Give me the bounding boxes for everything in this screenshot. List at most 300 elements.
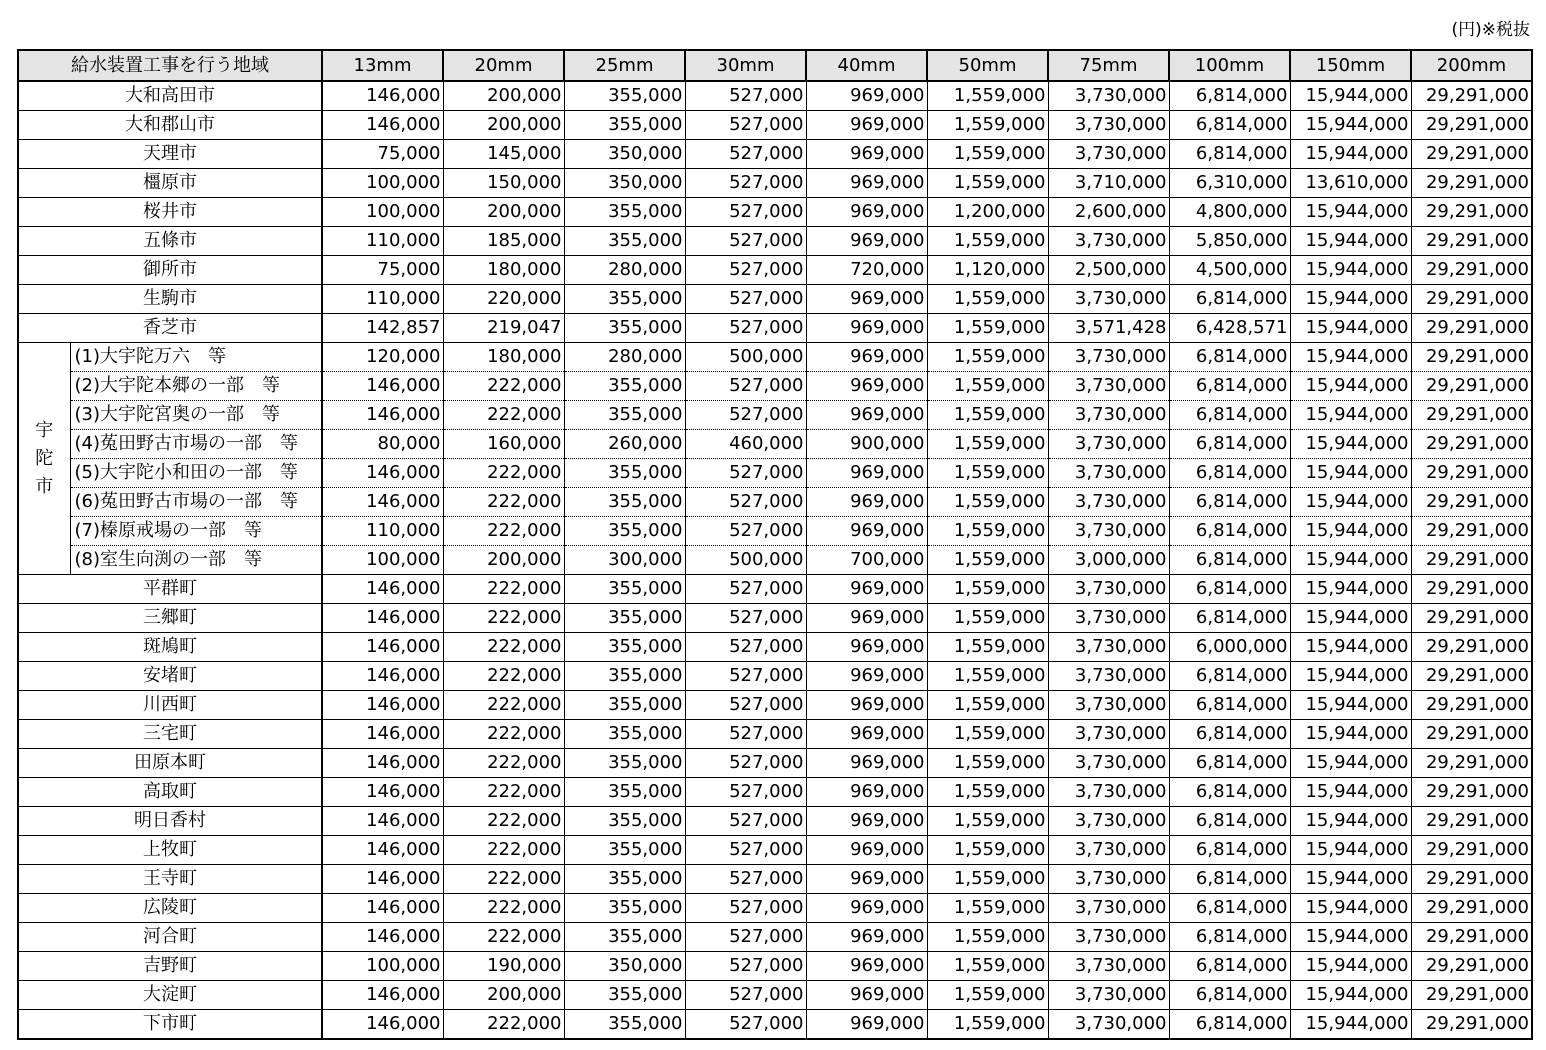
fee-cell: 6,814,000 [1169, 749, 1290, 778]
table-row [18, 836, 1532, 865]
fee-cell: 15,944,000 [1290, 401, 1411, 430]
header-size-150mm: 150mm [1290, 50, 1411, 81]
fee-cell: 3,730,000 [1048, 140, 1169, 169]
fee-cell: 1,559,000 [927, 372, 1048, 401]
fee-cell: 146,000 [322, 807, 443, 836]
fee-cell: 6,814,000 [1169, 140, 1290, 169]
sub-area-name: (5)大宇陀小和田の一部 等 [70, 459, 322, 488]
fee-cell: 3,730,000 [1048, 111, 1169, 140]
fee-cell: 969,000 [806, 1010, 927, 1040]
fee-cell: 29,291,000 [1411, 459, 1532, 488]
fee-cell: 6,814,000 [1169, 401, 1290, 430]
fee-cell: 355,000 [564, 604, 685, 633]
fee-cell: 969,000 [806, 778, 927, 807]
fee-cell: 100,000 [322, 198, 443, 227]
table-row [18, 633, 1532, 662]
fee-cell: 3,730,000 [1048, 865, 1169, 894]
fee-cell: 100,000 [322, 546, 443, 575]
fee-table-body [18, 81, 1532, 1039]
fee-cell: 3,730,000 [1048, 981, 1169, 1010]
fee-cell: 29,291,000 [1411, 981, 1532, 1010]
fee-cell: 200,000 [443, 198, 564, 227]
fee-cell: 1,559,000 [927, 981, 1048, 1010]
fee-cell: 2,500,000 [1048, 256, 1169, 285]
fee-cell: 527,000 [685, 865, 806, 894]
group-label-char: 陀 [35, 447, 54, 469]
fee-cell: 720,000 [806, 256, 927, 285]
fee-cell: 29,291,000 [1411, 604, 1532, 633]
fee-cell: 1,120,000 [927, 256, 1048, 285]
fee-cell: 6,814,000 [1169, 691, 1290, 720]
fee-cell: 3,730,000 [1048, 923, 1169, 952]
fee-cell: 1,559,000 [927, 749, 1048, 778]
fee-cell: 200,000 [443, 546, 564, 575]
area-name: 天理市 [18, 140, 322, 169]
fee-cell: 146,000 [322, 720, 443, 749]
fee-cell: 6,000,000 [1169, 633, 1290, 662]
fee-cell: 355,000 [564, 633, 685, 662]
fee-cell: 969,000 [806, 836, 927, 865]
fee-cell: 527,000 [685, 749, 806, 778]
fee-table [17, 49, 1533, 1040]
fee-cell: 29,291,000 [1411, 865, 1532, 894]
area-name: 広陵町 [18, 894, 322, 923]
fee-cell: 185,000 [443, 227, 564, 256]
fee-cell: 1,200,000 [927, 198, 1048, 227]
fee-cell: 15,944,000 [1290, 923, 1411, 952]
fee-cell: 3,730,000 [1048, 604, 1169, 633]
area-name: 吉野町 [18, 952, 322, 981]
fee-cell: 146,000 [322, 923, 443, 952]
fee-cell: 3,730,000 [1048, 662, 1169, 691]
area-name: 王寺町 [18, 865, 322, 894]
fee-cell: 146,000 [322, 459, 443, 488]
fee-cell: 527,000 [685, 198, 806, 227]
area-name: 大和高田市 [18, 81, 322, 111]
fee-cell: 1,559,000 [927, 778, 1048, 807]
fee-cell: 222,000 [443, 401, 564, 430]
fee-cell: 110,000 [322, 517, 443, 546]
table-row [18, 981, 1532, 1010]
fee-cell: 15,944,000 [1290, 778, 1411, 807]
fee-cell: 969,000 [806, 952, 927, 981]
fee-cell: 355,000 [564, 749, 685, 778]
fee-cell: 150,000 [443, 169, 564, 198]
fee-cell: 146,000 [322, 691, 443, 720]
area-name: 明日香村 [18, 807, 322, 836]
fee-cell: 969,000 [806, 981, 927, 1010]
header-size-40mm: 40mm [806, 50, 927, 81]
header-size-25mm: 25mm [564, 50, 685, 81]
table-row [18, 691, 1532, 720]
fee-cell: 3,730,000 [1048, 633, 1169, 662]
fee-cell: 110,000 [322, 227, 443, 256]
fee-cell: 15,944,000 [1290, 488, 1411, 517]
fee-cell: 15,944,000 [1290, 372, 1411, 401]
fee-cell: 969,000 [806, 169, 927, 198]
area-name: 三宅町 [18, 720, 322, 749]
fee-cell: 146,000 [322, 778, 443, 807]
fee-cell: 3,571,428 [1048, 314, 1169, 343]
fee-cell: 527,000 [685, 81, 806, 111]
fee-cell: 1,559,000 [927, 952, 1048, 981]
header-size-100mm: 100mm [1169, 50, 1290, 81]
sub-area-name: (2)大宇陀本郷の一部 等 [70, 372, 322, 401]
fee-cell: 3,730,000 [1048, 720, 1169, 749]
area-name: 五條市 [18, 227, 322, 256]
fee-cell: 355,000 [564, 517, 685, 546]
fee-cell: 100,000 [322, 169, 443, 198]
fee-cell: 969,000 [806, 604, 927, 633]
header-area: 給水装置工事を行う地域 [18, 50, 322, 81]
fee-cell: 29,291,000 [1411, 517, 1532, 546]
area-name: 御所市 [18, 256, 322, 285]
fee-cell: 222,000 [443, 575, 564, 604]
fee-cell: 1,559,000 [927, 285, 1048, 314]
sub-area-name: (3)大宇陀宮奥の一部 等 [70, 401, 322, 430]
fee-cell: 15,944,000 [1290, 720, 1411, 749]
fee-cell: 1,559,000 [927, 81, 1048, 111]
fee-cell: 29,291,000 [1411, 401, 1532, 430]
fee-cell: 527,000 [685, 140, 806, 169]
fee-cell: 3,730,000 [1048, 778, 1169, 807]
fee-cell: 29,291,000 [1411, 662, 1532, 691]
fee-cell: 6,814,000 [1169, 604, 1290, 633]
fee-cell: 110,000 [322, 285, 443, 314]
fee-cell: 1,559,000 [927, 923, 1048, 952]
fee-cell: 527,000 [685, 575, 806, 604]
fee-cell: 29,291,000 [1411, 140, 1532, 169]
fee-cell: 6,310,000 [1169, 169, 1290, 198]
table-row [18, 720, 1532, 749]
fee-cell: 146,000 [322, 1010, 443, 1040]
table-row [18, 459, 1532, 488]
fee-cell: 29,291,000 [1411, 836, 1532, 865]
fee-cell: 1,559,000 [927, 633, 1048, 662]
fee-cell: 355,000 [564, 836, 685, 865]
fee-cell: 145,000 [443, 140, 564, 169]
fee-cell: 222,000 [443, 836, 564, 865]
table-row [18, 488, 1532, 517]
fee-cell: 969,000 [806, 140, 927, 169]
fee-cell: 355,000 [564, 720, 685, 749]
fee-cell: 280,000 [564, 256, 685, 285]
fee-cell: 460,000 [685, 430, 806, 459]
fee-cell: 969,000 [806, 894, 927, 923]
fee-cell: 146,000 [322, 662, 443, 691]
fee-cell: 4,800,000 [1169, 198, 1290, 227]
fee-cell: 3,730,000 [1048, 459, 1169, 488]
fee-cell: 15,944,000 [1290, 575, 1411, 604]
fee-cell: 146,000 [322, 401, 443, 430]
fee-cell: 355,000 [564, 1010, 685, 1040]
fee-cell: 29,291,000 [1411, 778, 1532, 807]
area-name: 上牧町 [18, 836, 322, 865]
fee-cell: 15,944,000 [1290, 894, 1411, 923]
table-row [18, 923, 1532, 952]
table-row [18, 662, 1532, 691]
fee-cell: 355,000 [564, 227, 685, 256]
fee-cell: 3,730,000 [1048, 691, 1169, 720]
fee-cell: 146,000 [322, 81, 443, 111]
table-row [18, 372, 1532, 401]
fee-cell: 146,000 [322, 865, 443, 894]
fee-cell: 100,000 [322, 952, 443, 981]
fee-cell: 969,000 [806, 807, 927, 836]
fee-cell: 146,000 [322, 633, 443, 662]
fee-cell: 355,000 [564, 401, 685, 430]
fee-cell: 6,814,000 [1169, 111, 1290, 140]
fee-cell: 29,291,000 [1411, 111, 1532, 140]
fee-cell: 75,000 [322, 256, 443, 285]
fee-cell: 29,291,000 [1411, 546, 1532, 575]
fee-cell: 527,000 [685, 372, 806, 401]
area-name: 大淀町 [18, 981, 322, 1010]
fee-cell: 355,000 [564, 865, 685, 894]
fee-cell: 29,291,000 [1411, 749, 1532, 778]
fee-cell: 3,730,000 [1048, 517, 1169, 546]
fee-cell: 15,944,000 [1290, 836, 1411, 865]
fee-cell: 355,000 [564, 981, 685, 1010]
fee-cell: 15,944,000 [1290, 691, 1411, 720]
fee-cell: 527,000 [685, 894, 806, 923]
fee-cell: 350,000 [564, 140, 685, 169]
fee-cell: 6,814,000 [1169, 81, 1290, 111]
fee-cell: 6,814,000 [1169, 430, 1290, 459]
fee-cell: 222,000 [443, 778, 564, 807]
area-name: 斑鳩町 [18, 633, 322, 662]
area-name: 下市町 [18, 1010, 322, 1040]
fee-cell: 29,291,000 [1411, 807, 1532, 836]
fee-cell: 969,000 [806, 285, 927, 314]
area-name: 川西町 [18, 691, 322, 720]
fee-cell: 6,814,000 [1169, 372, 1290, 401]
fee-cell: 15,944,000 [1290, 198, 1411, 227]
fee-cell: 527,000 [685, 952, 806, 981]
fee-cell: 146,000 [322, 575, 443, 604]
fee-cell: 160,000 [443, 430, 564, 459]
fee-cell: 6,428,571 [1169, 314, 1290, 343]
fee-cell: 355,000 [564, 111, 685, 140]
fee-cell: 969,000 [806, 343, 927, 372]
fee-cell: 355,000 [564, 285, 685, 314]
group-label-char: 宇 [35, 419, 54, 441]
fee-cell: 29,291,000 [1411, 198, 1532, 227]
fee-cell: 355,000 [564, 778, 685, 807]
fee-cell: 527,000 [685, 401, 806, 430]
fee-cell: 527,000 [685, 604, 806, 633]
fee-cell: 527,000 [685, 1010, 806, 1040]
fee-cell: 527,000 [685, 778, 806, 807]
unit-note: (円)※税抜 [1451, 20, 1530, 40]
fee-cell: 6,814,000 [1169, 923, 1290, 952]
fee-cell: 1,559,000 [927, 169, 1048, 198]
area-name: 生駒市 [18, 285, 322, 314]
fee-cell: 222,000 [443, 459, 564, 488]
fee-cell: 260,000 [564, 430, 685, 459]
fee-cell: 969,000 [806, 198, 927, 227]
fee-cell: 1,559,000 [927, 807, 1048, 836]
fee-cell: 15,944,000 [1290, 430, 1411, 459]
fee-cell: 222,000 [443, 691, 564, 720]
area-name: 三郷町 [18, 604, 322, 633]
fee-cell: 1,559,000 [927, 459, 1048, 488]
fee-cell: 355,000 [564, 372, 685, 401]
fee-cell: 200,000 [443, 111, 564, 140]
fee-cell: 29,291,000 [1411, 285, 1532, 314]
fee-cell: 6,814,000 [1169, 546, 1290, 575]
fee-cell: 6,814,000 [1169, 343, 1290, 372]
fee-cell: 1,559,000 [927, 604, 1048, 633]
area-name: 田原本町 [18, 749, 322, 778]
fee-cell: 969,000 [806, 111, 927, 140]
fee-cell: 1,559,000 [927, 227, 1048, 256]
fee-cell: 146,000 [322, 488, 443, 517]
fee-cell: 969,000 [806, 227, 927, 256]
fee-cell: 3,730,000 [1048, 227, 1169, 256]
fee-cell: 300,000 [564, 546, 685, 575]
fee-cell: 500,000 [685, 546, 806, 575]
fee-cell: 29,291,000 [1411, 343, 1532, 372]
group-label-char: 市 [35, 475, 54, 497]
table-row [18, 778, 1532, 807]
fee-cell: 527,000 [685, 314, 806, 343]
table-row [18, 343, 1532, 372]
table-row [18, 81, 1532, 111]
sub-area-name: (8)室生向渕の一部 等 [70, 546, 322, 575]
fee-cell: 527,000 [685, 459, 806, 488]
fee-cell: 280,000 [564, 343, 685, 372]
fee-cell: 29,291,000 [1411, 227, 1532, 256]
fee-cell: 222,000 [443, 807, 564, 836]
fee-cell: 900,000 [806, 430, 927, 459]
fee-cell: 1,559,000 [927, 575, 1048, 604]
header-size-75mm: 75mm [1048, 50, 1169, 81]
fee-cell: 700,000 [806, 546, 927, 575]
fee-cell: 29,291,000 [1411, 488, 1532, 517]
fee-cell: 2,600,000 [1048, 198, 1169, 227]
fee-cell: 1,559,000 [927, 430, 1048, 459]
fee-cell: 6,814,000 [1169, 459, 1290, 488]
fee-cell: 15,944,000 [1290, 314, 1411, 343]
fee-cell: 180,000 [443, 343, 564, 372]
fee-cell: 527,000 [685, 662, 806, 691]
fee-cell: 355,000 [564, 894, 685, 923]
fee-cell: 3,730,000 [1048, 807, 1169, 836]
fee-cell: 969,000 [806, 459, 927, 488]
fee-cell: 15,944,000 [1290, 517, 1411, 546]
fee-cell: 1,559,000 [927, 488, 1048, 517]
fee-cell: 120,000 [322, 343, 443, 372]
fee-cell: 15,944,000 [1290, 865, 1411, 894]
fee-cell: 355,000 [564, 198, 685, 227]
fee-cell: 222,000 [443, 517, 564, 546]
fee-cell: 29,291,000 [1411, 314, 1532, 343]
table-row [18, 285, 1532, 314]
fee-cell: 15,944,000 [1290, 981, 1411, 1010]
fee-cell: 3,730,000 [1048, 894, 1169, 923]
fee-cell: 1,559,000 [927, 836, 1048, 865]
fee-cell: 15,944,000 [1290, 604, 1411, 633]
fee-cell: 6,814,000 [1169, 836, 1290, 865]
fee-cell: 15,944,000 [1290, 1010, 1411, 1040]
fee-cell: 6,814,000 [1169, 285, 1290, 314]
fee-cell: 222,000 [443, 865, 564, 894]
fee-cell: 969,000 [806, 488, 927, 517]
fee-cell: 355,000 [564, 575, 685, 604]
fee-cell: 969,000 [806, 314, 927, 343]
fee-cell: 1,559,000 [927, 1010, 1048, 1040]
fee-cell: 1,559,000 [927, 894, 1048, 923]
fee-cell: 350,000 [564, 169, 685, 198]
fee-cell: 969,000 [806, 662, 927, 691]
fee-cell: 222,000 [443, 604, 564, 633]
table-row [18, 894, 1532, 923]
fee-cell: 1,559,000 [927, 720, 1048, 749]
fee-cell: 969,000 [806, 923, 927, 952]
header-size-20mm: 20mm [443, 50, 564, 81]
header-size-30mm: 30mm [685, 50, 806, 81]
fee-cell: 1,559,000 [927, 401, 1048, 430]
fee-cell: 146,000 [322, 894, 443, 923]
fee-cell: 500,000 [685, 343, 806, 372]
area-name: 高取町 [18, 778, 322, 807]
table-row [18, 401, 1532, 430]
table-row [18, 952, 1532, 981]
fee-cell: 80,000 [322, 430, 443, 459]
fee-cell: 1,559,000 [927, 691, 1048, 720]
fee-cell: 355,000 [564, 488, 685, 517]
fee-cell: 1,559,000 [927, 343, 1048, 372]
fee-cell: 15,944,000 [1290, 140, 1411, 169]
fee-cell: 75,000 [322, 140, 443, 169]
table-row [18, 430, 1532, 459]
table-row [18, 546, 1532, 575]
fee-cell: 969,000 [806, 633, 927, 662]
table-row [18, 807, 1532, 836]
fee-cell: 969,000 [806, 517, 927, 546]
fee-cell: 190,000 [443, 952, 564, 981]
fee-cell: 355,000 [564, 314, 685, 343]
fee-cell: 969,000 [806, 401, 927, 430]
fee-cell: 222,000 [443, 720, 564, 749]
header-size-200mm: 200mm [1411, 50, 1532, 81]
fee-cell: 969,000 [806, 720, 927, 749]
fee-cell: 527,000 [685, 981, 806, 1010]
fee-cell: 527,000 [685, 256, 806, 285]
sub-area-name: (1)大宇陀万六 等 [70, 343, 322, 372]
fee-cell: 969,000 [806, 749, 927, 778]
fee-cell: 3,730,000 [1048, 430, 1169, 459]
area-name: 大和郡山市 [18, 111, 322, 140]
fee-cell: 1,559,000 [927, 662, 1048, 691]
fee-cell: 527,000 [685, 836, 806, 865]
fee-cell: 355,000 [564, 691, 685, 720]
fee-cell: 29,291,000 [1411, 575, 1532, 604]
fee-cell: 1,559,000 [927, 111, 1048, 140]
group-label-uda [18, 343, 70, 575]
fee-cell: 6,814,000 [1169, 1010, 1290, 1040]
fee-cell: 222,000 [443, 749, 564, 778]
fee-cell: 527,000 [685, 807, 806, 836]
fee-cell: 222,000 [443, 372, 564, 401]
fee-cell: 1,559,000 [927, 517, 1048, 546]
fee-cell: 969,000 [806, 81, 927, 111]
fee-cell: 527,000 [685, 720, 806, 749]
fee-cell: 15,944,000 [1290, 285, 1411, 314]
table-row [18, 169, 1532, 198]
fee-cell: 142,857 [322, 314, 443, 343]
